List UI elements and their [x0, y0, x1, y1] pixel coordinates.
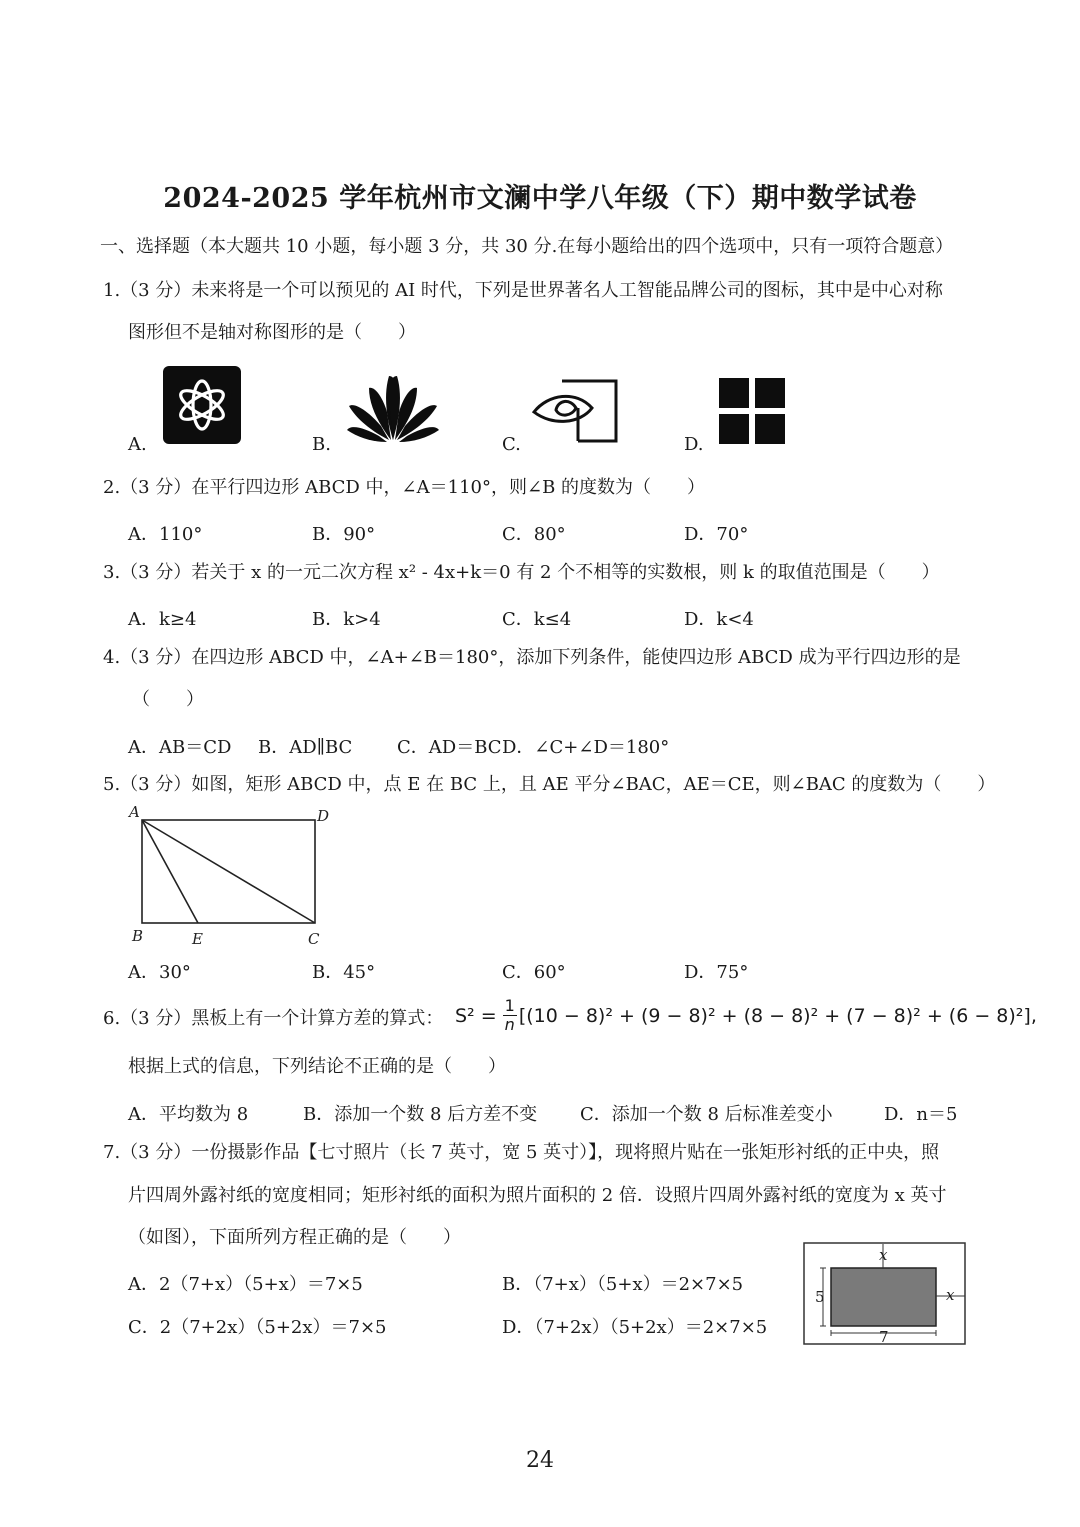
formula-denominator: n [504, 1015, 515, 1034]
q6-option-c[interactable]: C．添加一个数 8 后标准差变小 [580, 1104, 833, 1125]
q5-option-a[interactable]: A．30° [128, 962, 191, 983]
q1-option-a-label[interactable]: A. [128, 434, 147, 455]
question-1-stem: 1.（3 分）未来将是一个可以预见的 AI 时代，下列是世界著名人工智能品牌公司的图标，其中是中心对称 [103, 280, 943, 301]
label-x-top: x [879, 1246, 888, 1264]
eye-logo-icon [530, 378, 620, 444]
q7-option-b[interactable]: B．（7+x）（5+x）＝2×7×5 [502, 1274, 744, 1295]
photo-mat-figure [803, 1242, 967, 1346]
q2-option-c[interactable]: C．80° [502, 524, 566, 545]
q4-option-d[interactable]: D．∠C+∠D＝180° [502, 737, 670, 758]
q3-option-b[interactable]: B．k>4 [312, 609, 381, 630]
q7-option-c[interactable]: C．2（7+2x）（5+2x）＝7×5 [128, 1317, 387, 1338]
question-7-stem-cont1: 片四周外露衬纸的宽度相同；矩形衬纸的面积为照片面积的 2 倍．设照片四周外露衬纸的宽度为 x 英寸 [128, 1185, 947, 1206]
q5-option-d[interactable]: D．75° [684, 962, 749, 983]
question-6-stem-cont: 根据上式的信息，下列结论不正确的是（ ） [128, 1056, 506, 1077]
label-5: 5 [815, 1288, 825, 1306]
q5-option-b[interactable]: B．45° [312, 962, 376, 983]
q6-option-a[interactable]: A．平均数为 8 [128, 1104, 249, 1125]
q7-option-d[interactable]: D．（7+2x）（5+2x）＝2×7×5 [502, 1317, 768, 1338]
openai-logo-icon [163, 366, 241, 444]
question-4-stem-cont: （ ） [132, 689, 204, 710]
label-a: A [129, 803, 140, 821]
question-7-stem-cont2: （如图），下面所列方程正确的是（ ） [128, 1227, 461, 1248]
label-b: B [132, 927, 144, 945]
q4-option-c[interactable]: C．AD＝BC [397, 737, 502, 758]
q2-option-d[interactable]: D．70° [684, 524, 749, 545]
q6-option-d[interactable]: D．n＝5 [884, 1104, 958, 1125]
rectangle-abcd-figure [125, 803, 340, 948]
q1-option-c-label[interactable]: C. [502, 434, 521, 455]
page-number: 24 [526, 1448, 554, 1473]
variance-formula [455, 997, 1037, 1034]
question-6-stem-prefix: 6.（3 分）黑板上有一个计算方差的算式： [103, 1008, 444, 1029]
formula-numerator: 1 [504, 996, 515, 1015]
label-7: 7 [879, 1328, 889, 1346]
label-d: D [317, 807, 330, 825]
formula-body: [(10 − 8)² + (9 − 8)² + (8 − 8)² + (7 − 8)² + (6 − 8)²], [518, 1004, 1037, 1027]
q1-option-b-label[interactable]: B. [312, 434, 331, 455]
q7-option-a[interactable]: A．2（7+x）（5+x）＝7×5 [128, 1274, 363, 1295]
q2-option-b[interactable]: B．90° [312, 524, 376, 545]
label-e: E [192, 930, 203, 948]
question-4-stem: 4.（3 分）在四边形 ABCD 中，∠A+∠B＝180°，添加下列条件，能使四边形 ABCD 成为平行四边形的是 [103, 647, 961, 668]
section-header: 一、选择题（本大题共 10 小题，每小题 3 分，共 30 分.在每小题给出的四个选项中，只有一项符合题意） [100, 236, 954, 257]
question-1-stem-cont: 图形但不是轴对称图形的是（ ） [128, 322, 416, 343]
page-title: 2024-2025 学年杭州市文澜中学八年级（下）期中数学试卷 [163, 183, 917, 214]
q3-option-d[interactable]: D．k<4 [684, 609, 754, 630]
q2-option-a[interactable]: A．110° [128, 524, 203, 545]
windows-logo-icon [719, 378, 785, 444]
formula-fraction [503, 997, 517, 1034]
question-3-stem: 3.（3 分）若关于 x 的一元二次方程 x² - 4x+k＝0 有 2 个不相等的实数根，则 k 的取值范围是（ ） [103, 562, 940, 583]
q1-option-d-label[interactable]: D. [684, 434, 704, 455]
question-5-stem: 5.（3 分）如图，矩形 ABCD 中，点 E 在 BC 上，且 AE 平分∠BAC，AE＝CE，则∠BAC 的度数为（ ） [103, 774, 996, 795]
q3-option-a[interactable]: A．k≥4 [128, 609, 197, 630]
label-c: C [308, 930, 320, 948]
question-2-stem: 2.（3 分）在平行四边形 ABCD 中，∠A＝110°，则∠B 的度数为（ ） [103, 477, 706, 498]
label-x-right: x [946, 1286, 955, 1304]
formula-lhs: S² = [455, 1004, 497, 1027]
q4-option-a[interactable]: A．AB＝CD [128, 737, 232, 758]
question-7-stem: 7.（3 分）一份摄影作品【七寸照片（长 7 英寸，宽 5 英寸）】，现将照片贴在一张矩形衬纸的正中央，照 [103, 1142, 940, 1163]
q3-option-c[interactable]: C．k≤4 [502, 609, 572, 630]
q5-option-c[interactable]: C．60° [502, 962, 566, 983]
q4-option-b[interactable]: B．AD∥BC [258, 737, 353, 758]
huawei-logo-icon [343, 372, 443, 444]
q6-option-b[interactable]: B．添加一个数 8 后方差不变 [303, 1104, 538, 1125]
